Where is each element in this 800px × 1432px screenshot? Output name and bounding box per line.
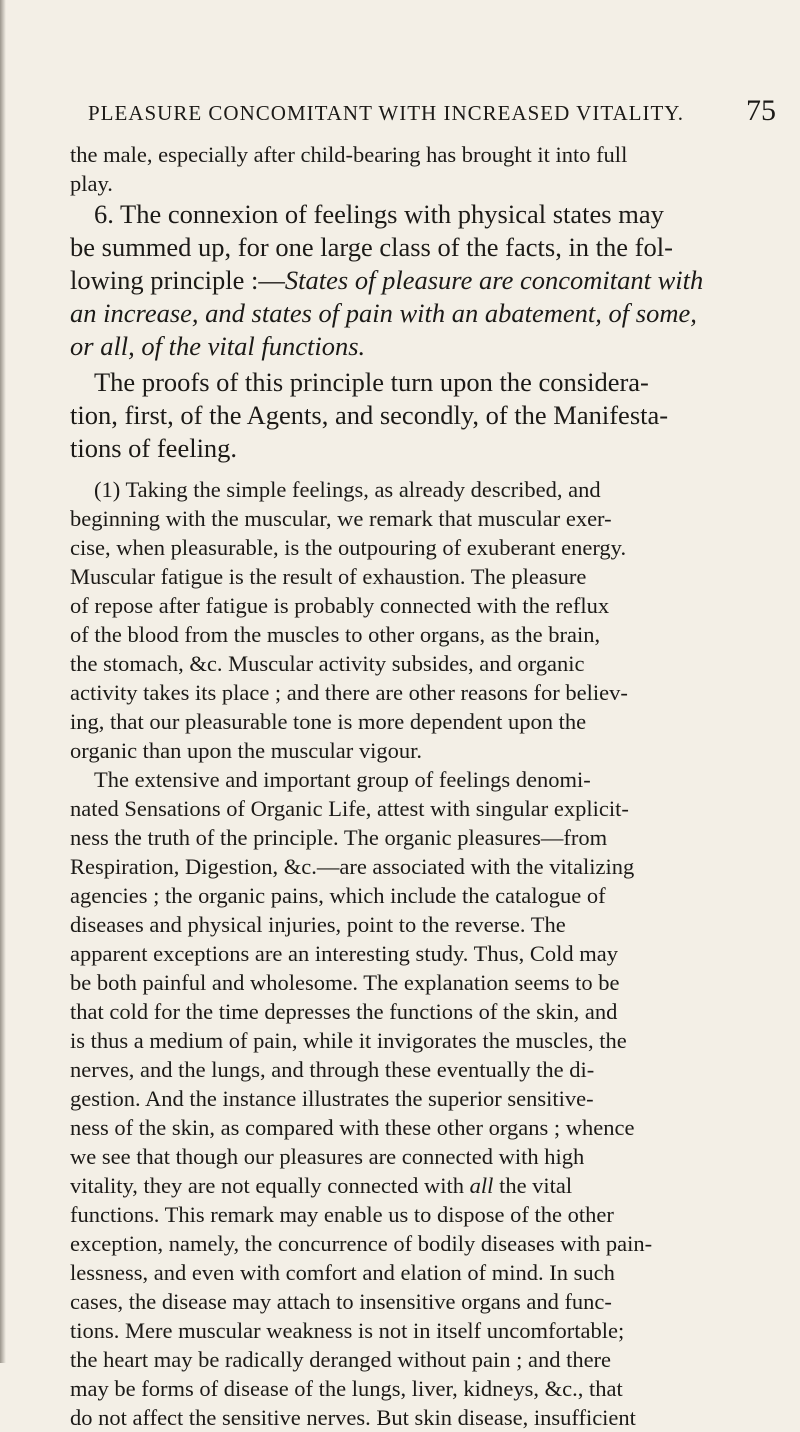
paragraph-principle	[70, 198, 760, 363]
text-line: cases, the disease may attach to insensitive organs and func-	[70, 1289, 612, 1314]
text-line: lessness, and even with comfort and elation of mind. In such	[70, 1260, 615, 1285]
text-line: apparent exceptions are an interesting study. Thus, Cold may	[70, 941, 618, 966]
text-line: nerves, and the lungs, and through these eventually the di-	[70, 1057, 595, 1082]
text-line: cise, when pleasurable, is the outpouring of exuberant energy.	[70, 535, 627, 560]
text-line: may be forms of disease of the lungs, liver, kidneys, &c., that	[70, 1376, 623, 1401]
principle-statement-line: or all, of the vital functions.	[70, 331, 366, 361]
text-line: exception, namely, the concurrence of bodily diseases with pain-	[70, 1231, 653, 1256]
paragraph-organic-sensations	[70, 765, 760, 1432]
text-line: tions. Mere muscular weakness is not in itself uncomfortable;	[70, 1318, 625, 1343]
text-line: 6. The connexion of feelings with physical states may	[94, 199, 664, 229]
page-number: 75	[746, 94, 776, 127]
text-line	[70, 1171, 760, 1200]
text-line: agencies ; the organic pains, which include the catalogue of	[70, 883, 606, 908]
text-line: diseases and physical injuries, point to the reverse. The	[70, 912, 566, 937]
text-line: functions. This remark may enable us to dispose of the other	[70, 1202, 614, 1227]
paragraph-agents	[70, 475, 760, 765]
text-line: Respiration, Digestion, &c.—are associated with the vitalizing	[70, 854, 635, 879]
text-line: ness of the skin, as compared with these other organs ; whence	[70, 1115, 635, 1140]
text-line: of the blood from the muscles to other organs, as the brain,	[70, 622, 601, 647]
page-header	[62, 94, 776, 134]
text-line	[70, 264, 760, 297]
emphasis-all: all	[469, 1173, 494, 1198]
text-line: nated Sensations of Organic Life, attest with singular explicit-	[70, 796, 629, 821]
text-line: (1) Taking the simple feelings, as already described, and	[94, 477, 601, 502]
text-line: be summed up, for one large class of the facts, in the fol-	[70, 232, 673, 262]
text-run: the vital	[499, 1173, 573, 1198]
text-line: The extensive and important group of feelings denomi-	[94, 767, 591, 792]
paragraph-continuation	[70, 140, 760, 198]
text-line: The proofs of this principle turn upon the considera-	[94, 367, 649, 397]
text-line: be both painful and wholesome. The explanation seems to be	[70, 970, 620, 995]
text-line: the male, especially after child-bearing has brought it into full	[70, 142, 628, 167]
text-line: of repose after fatigue is probably connected with the reflux	[70, 593, 610, 618]
text-run: lowing principle :—	[70, 265, 285, 295]
principle-statement-line: an increase, and states of pain with an abatement, of some,	[70, 298, 697, 328]
text-line: gestion. And the instance illustrates the superior sensitive-	[70, 1086, 594, 1111]
principle-statement: States of pleasure are concomitant with	[284, 265, 704, 295]
text-line: tions of feeling.	[70, 433, 238, 463]
text-line: is thus a medium of pain, while it invigorates the muscles, the	[70, 1028, 627, 1053]
text-line: that cold for the time depresses the functions of the skin, and	[70, 999, 618, 1024]
text-line: tion, first, of the Agents, and secondly, of the Manifesta-	[70, 400, 669, 430]
text-line: we see that though our pleasures are connected with high	[70, 1144, 585, 1169]
paragraph-proofs	[70, 366, 760, 465]
text-line: the stomach, &c. Muscular activity subsides, and organic	[70, 651, 585, 676]
text-run: vitality, they are not equally connected with	[70, 1173, 465, 1198]
running-head: PLEASURE CONCOMITANT WITH INCREASED VITALITY.	[88, 101, 684, 125]
text-line: beginning with the muscular, we remark that muscular exer-	[70, 506, 612, 531]
text-line: Muscular fatigue is the result of exhaustion. The pleasure	[70, 564, 587, 589]
page-edge-shadow	[0, 0, 6, 1363]
text-line: ness the truth of the principle. The organic pleasures—from	[70, 825, 608, 850]
text-line: play.	[70, 171, 113, 196]
text-line: organic than upon the muscular vigour.	[70, 738, 423, 763]
text-line: do not affect the sensitive nerves. But skin disease, insufficient	[70, 1405, 636, 1430]
body-text	[70, 140, 760, 1432]
text-line: the heart may be radically deranged without pain ; and there	[70, 1347, 612, 1372]
text-line: ing, that our pleasurable tone is more dependent upon the	[70, 709, 587, 734]
text-line: activity takes its place ; and there are other reasons for believ-	[70, 680, 628, 705]
